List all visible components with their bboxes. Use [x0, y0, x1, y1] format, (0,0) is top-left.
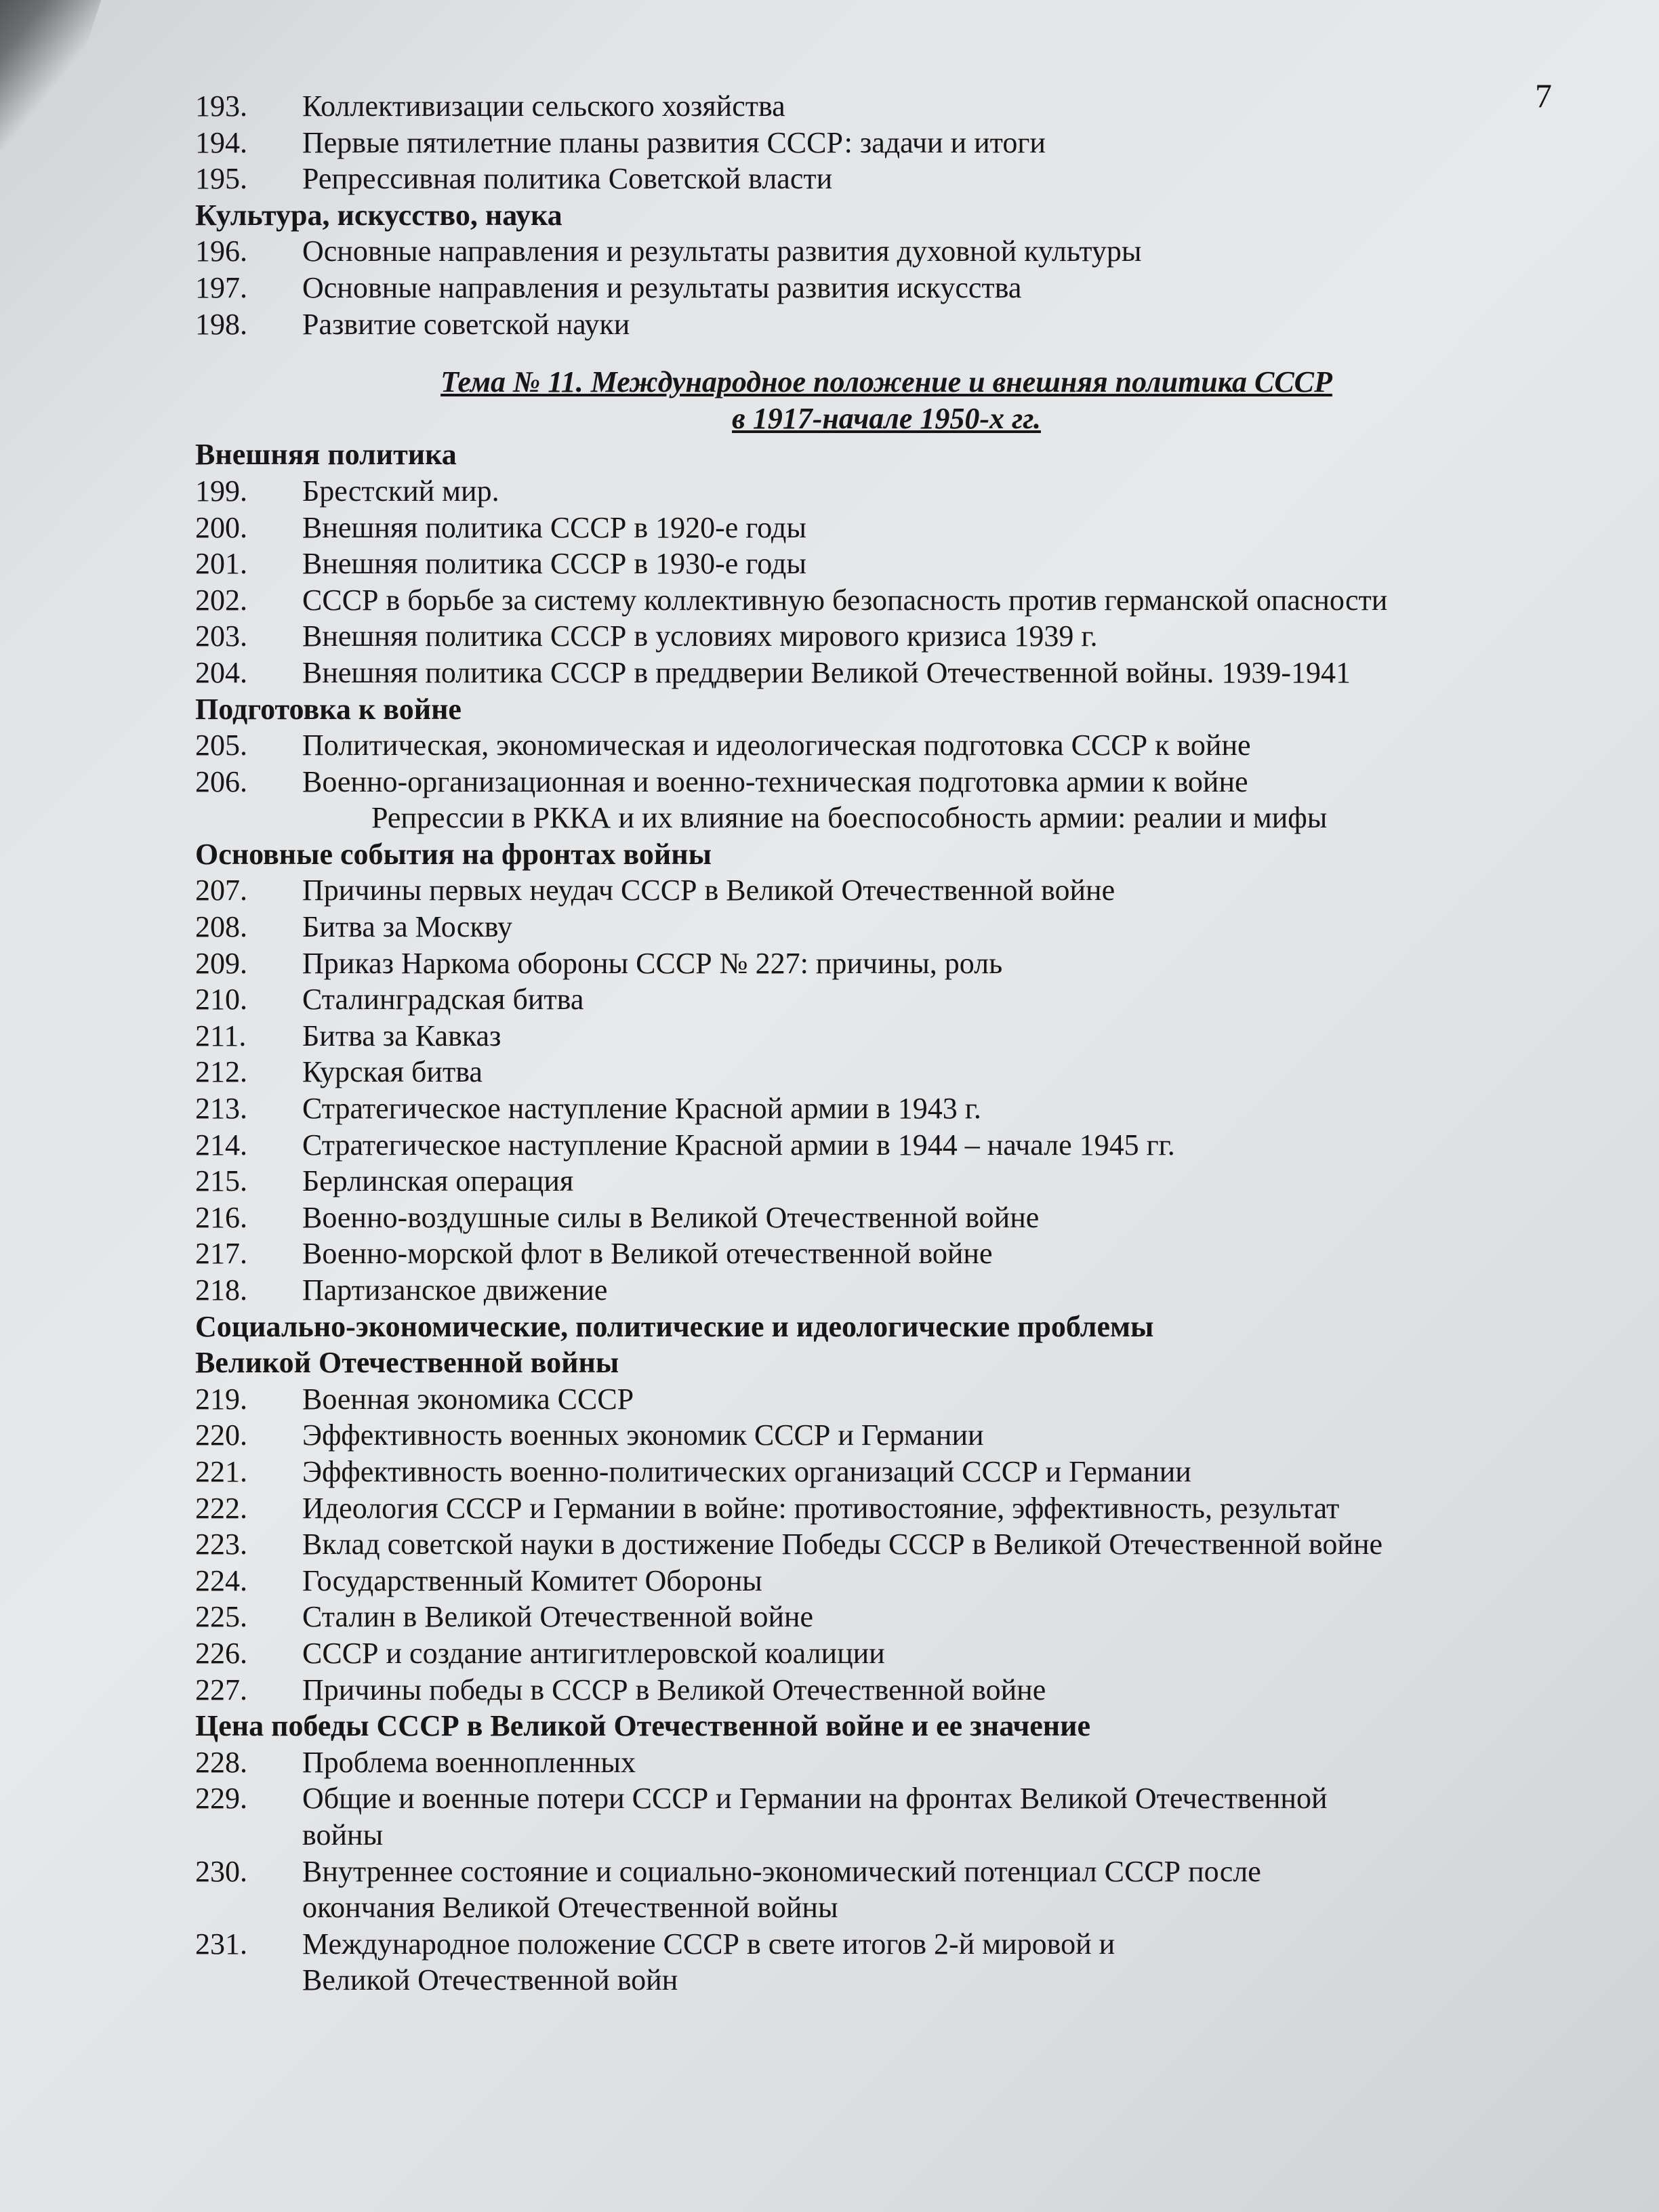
list-item — [195, 582, 1551, 619]
item-number: 230. — [195, 1854, 247, 1888]
list-item — [195, 88, 1551, 125]
item-text-line: Развитие советской науки — [302, 307, 630, 341]
item-number: 200. — [195, 510, 247, 544]
theme-heading-line: Тема № 11. Международное положение и внешняя политика СССР — [441, 365, 1332, 399]
item-text-line: Международное положение СССР в свете итогов 2-й мировой и — [302, 1927, 1115, 1961]
item-text-line: Эффективность военных экономик СССР и Германии — [302, 1418, 984, 1452]
list-item — [195, 1563, 1551, 1599]
item-text-line: Приказ Наркома обороны СССР № 227: причины, роль — [302, 946, 1003, 980]
item-text-line: Битва за Кавказ — [302, 1019, 501, 1052]
item-text — [302, 1635, 1551, 1672]
item-text — [302, 1272, 1551, 1309]
item-number: 201. — [195, 547, 247, 581]
item-number: 203. — [195, 619, 247, 653]
item-text — [302, 1018, 1551, 1054]
item-text-line: войны — [302, 1818, 384, 1851]
item-number: 213. — [195, 1092, 247, 1126]
list-item — [195, 1672, 1551, 1708]
item-text — [302, 582, 1551, 619]
list-item — [195, 161, 1551, 197]
item-text-line: Общие и военные потери СССР и Германии на фронтах Великой Отечественной — [302, 1782, 1328, 1816]
item-text-line: Битва за Москву — [302, 910, 512, 944]
section-heading: Подготовка к войне — [195, 692, 462, 726]
list-item — [195, 1599, 1551, 1635]
item-text-line: Первые пятилетние планы развития СССР: задачи и итоги — [302, 125, 1046, 159]
page-number: 7 — [1535, 77, 1552, 115]
section-heading: Основные события на фронтах войны — [195, 837, 712, 871]
item-number: 215. — [195, 1164, 247, 1198]
item-text-line: Репрессивная политика Советской власти — [302, 162, 833, 196]
item-number: 226. — [195, 1636, 247, 1670]
item-text-line: Основные направления и результаты развития искусства — [302, 270, 1022, 304]
list-item — [195, 1744, 1551, 1781]
item-text-line: Сталин в Великой Отечественной войне — [302, 1600, 814, 1634]
item-text — [302, 306, 1551, 343]
list-item — [195, 727, 1551, 764]
theme-heading-line: в 1917-начале 1950-х гг. — [732, 401, 1041, 435]
list-item — [195, 1381, 1551, 1418]
item-text — [302, 945, 1551, 982]
list-item — [195, 473, 1551, 510]
section-heading: Социально-экономические, политические и идеологические проблемы — [195, 1309, 1154, 1343]
item-text-line: Государственный Комитет Обороны — [302, 1563, 762, 1597]
item-text — [302, 764, 1551, 800]
list-item — [195, 981, 1551, 1018]
item-text-line: Внешняя политика СССР в условиях мирового кризиса 1939 г. — [302, 619, 1098, 653]
item-number: 197. — [195, 270, 247, 304]
item-text — [302, 1235, 1551, 1272]
item-text — [302, 233, 1551, 270]
item-text — [302, 1780, 1551, 1853]
item-text — [302, 1490, 1551, 1527]
list-item — [195, 1090, 1551, 1127]
item-text-line: Внешняя политика СССР в 1930-е годы — [302, 547, 806, 581]
item-number: 212. — [195, 1055, 247, 1089]
item-number: 220. — [195, 1418, 247, 1452]
item-number: 222. — [195, 1491, 247, 1525]
item-text-line: Основные направления и результаты развития духовной культуры — [302, 234, 1142, 268]
list-item — [195, 510, 1551, 546]
list-item — [195, 655, 1551, 691]
list-item — [195, 1635, 1551, 1672]
section-heading: Внешняя политика — [195, 438, 457, 472]
item-number: 196. — [195, 234, 247, 268]
item-text-line: Брестский мир. — [302, 474, 499, 508]
item-number: 225. — [195, 1600, 247, 1634]
item-text-line: Великой Отечественной войн — [302, 1963, 678, 1997]
item-text-line: Берлинская операция — [302, 1164, 574, 1198]
item-text-line: Причины победы в СССР в Великой Отечественной войне — [302, 1673, 1046, 1706]
item-number: 204. — [195, 655, 247, 689]
item-text — [302, 1417, 1551, 1454]
item-number: 214. — [195, 1128, 247, 1162]
list-item — [195, 1200, 1551, 1236]
item-text-line: СССР и создание антигитлеровской коалиции — [302, 1636, 885, 1670]
item-number: 227. — [195, 1673, 247, 1706]
list-item — [195, 872, 1551, 909]
item-number: 216. — [195, 1200, 247, 1234]
item-number: 208. — [195, 910, 247, 944]
item-text — [302, 1563, 1551, 1599]
item-text-line: Военно-морской флот в Великой отечественной войне — [302, 1237, 993, 1271]
item-text-line: Партизанское движение — [302, 1273, 608, 1307]
list-item — [195, 764, 1551, 800]
list-item — [195, 618, 1551, 655]
item-continuation: Репрессии в РККА и их влияние на боеспособность армии: реалии и мифы — [371, 801, 1328, 835]
item-number: 219. — [195, 1382, 247, 1416]
item-number: 206. — [195, 764, 247, 798]
list-item — [195, 1926, 1551, 1999]
item-text-line: Внешняя политика СССР в преддверии Великой Отечественной войны. 1939-1941 — [302, 655, 1351, 689]
list-item — [195, 1163, 1551, 1200]
item-text — [302, 270, 1551, 306]
item-text — [302, 727, 1551, 764]
list-item — [195, 1272, 1551, 1309]
item-number: 217. — [195, 1237, 247, 1271]
item-text-line: Курская битва — [302, 1055, 483, 1089]
item-text-line: Внутреннее состояние и социально-экономический потенциал СССР после — [302, 1854, 1261, 1888]
list-item — [195, 270, 1551, 306]
item-number: 199. — [195, 474, 247, 508]
list-item — [195, 1235, 1551, 1272]
item-text-line: Коллективизации сельского хозяйства — [302, 89, 785, 123]
theme-heading — [195, 364, 1551, 436]
item-text — [302, 872, 1551, 909]
item-text — [302, 909, 1551, 945]
list-item — [195, 1417, 1551, 1454]
section-heading: Культура, искусство, наука — [195, 198, 562, 232]
item-text-line: Военная экономика СССР — [302, 1382, 634, 1416]
item-text — [302, 1381, 1551, 1418]
list-item — [195, 1780, 1551, 1853]
item-number: 218. — [195, 1273, 247, 1307]
item-text — [302, 1127, 1551, 1164]
item-text-line: СССР в борьбе за систему коллективную безопасность против германской опасности — [302, 583, 1388, 617]
item-text-line: Идеология СССР и Германии в войне: противостояние, эффективность, результат — [302, 1491, 1340, 1525]
item-text-line: Сталинградская битва — [302, 983, 584, 1017]
item-text-line: Военно-воздушные силы в Великой Отечественной войне — [302, 1200, 1040, 1234]
list-item — [195, 1853, 1551, 1926]
item-text — [302, 1672, 1551, 1708]
item-text — [302, 546, 1551, 582]
list-item — [195, 1018, 1551, 1054]
item-text — [302, 1926, 1551, 1999]
item-text-line: Эффективность военно-политических организаций СССР и Германии — [302, 1454, 1191, 1488]
item-number: 210. — [195, 983, 247, 1017]
item-text — [302, 1744, 1551, 1781]
list-item — [195, 233, 1551, 270]
item-number: 229. — [195, 1782, 247, 1816]
section-heading: Великой Отечественной войны — [195, 1346, 619, 1380]
item-text-line: Вклад советской науки в достижение Победы СССР в Великой Отечественной войне — [302, 1528, 1383, 1561]
item-text — [302, 1599, 1551, 1635]
item-number: 223. — [195, 1528, 247, 1561]
item-number: 221. — [195, 1454, 247, 1488]
list-item — [195, 546, 1551, 582]
item-text — [302, 473, 1551, 510]
item-text — [302, 1454, 1551, 1490]
item-text-line: Внешняя политика СССР в 1920-е годы — [302, 510, 806, 544]
item-text-line: Политическая, экономическая и идеологическая подготовка СССР к войне — [302, 729, 1251, 762]
item-text-line: Стратегическое наступление Красной армии в 1944 – начале 1945 гг. — [302, 1128, 1175, 1162]
item-text — [302, 1200, 1551, 1236]
item-text — [302, 125, 1551, 161]
item-text — [302, 1090, 1551, 1127]
list-item — [195, 306, 1551, 343]
list-item — [195, 909, 1551, 945]
item-text — [302, 1853, 1551, 1926]
item-text — [302, 510, 1551, 546]
item-text-line: Причины первых неудач СССР в Великой Отечественной войне — [302, 874, 1115, 907]
list-item — [195, 1127, 1551, 1164]
item-text — [302, 161, 1551, 197]
item-number: 231. — [195, 1927, 247, 1961]
list-item — [195, 1454, 1551, 1490]
item-text — [302, 1163, 1551, 1200]
list-item — [195, 945, 1551, 982]
item-number: 202. — [195, 583, 247, 617]
page-corner-shadow — [0, 0, 110, 149]
item-text — [302, 1054, 1551, 1090]
item-text — [302, 1526, 1551, 1563]
item-text — [302, 981, 1551, 1018]
list-item — [195, 125, 1551, 161]
item-number: 194. — [195, 125, 247, 159]
list-item — [195, 1054, 1551, 1090]
section-heading: Цена победы СССР в Великой Отечественной войне и ее значение — [195, 1709, 1091, 1743]
item-number: 224. — [195, 1563, 247, 1597]
item-number: 211. — [195, 1019, 247, 1052]
item-number: 207. — [195, 874, 247, 907]
item-text-line: Проблема военнопленных — [302, 1745, 636, 1779]
item-number: 195. — [195, 162, 247, 196]
list-item — [195, 1490, 1551, 1527]
item-text — [302, 618, 1551, 655]
item-number: 198. — [195, 307, 247, 341]
item-text-line: Стратегическое наступление Красной армии в 1943 г. — [302, 1092, 981, 1126]
item-text — [302, 655, 1551, 691]
item-number: 209. — [195, 946, 247, 980]
item-number: 205. — [195, 729, 247, 762]
item-number: 228. — [195, 1745, 247, 1779]
item-text-line: Военно-организационная и военно-техническая подготовка армии к войне — [302, 764, 1248, 798]
topic-list — [195, 88, 1551, 1999]
item-text — [302, 88, 1551, 125]
list-item — [195, 1526, 1551, 1563]
item-number: 193. — [195, 89, 247, 123]
item-text-line: окончания Великой Отечественной войны — [302, 1891, 838, 1925]
